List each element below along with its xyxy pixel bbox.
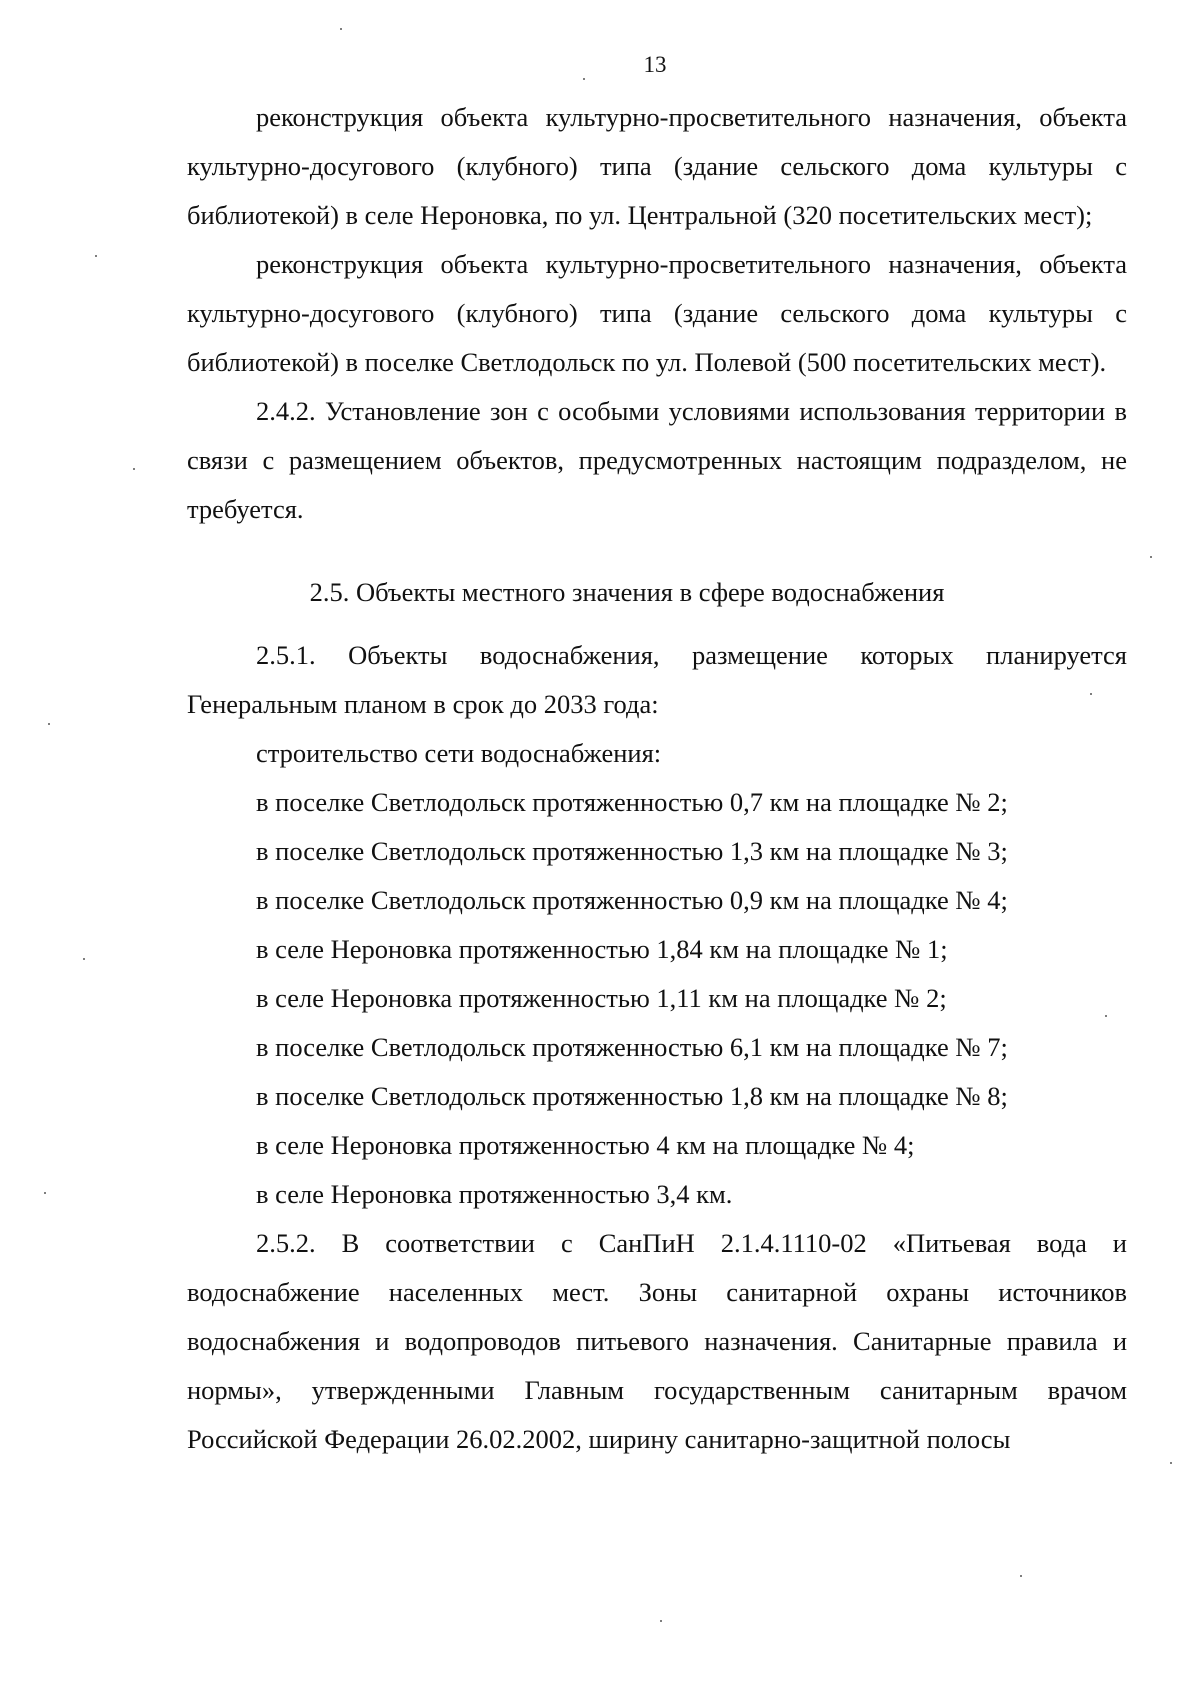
scan-speck bbox=[1105, 1015, 1107, 1017]
scan-speck bbox=[660, 1620, 662, 1622]
list-item: в поселке Светлодольск протяженностью 1,8 км на площадке № 8; bbox=[256, 1081, 1008, 1111]
list-item: в поселке Светлодольск протяженностью 0,9 км на площадке № 4; bbox=[256, 885, 1008, 915]
list-item: в поселке Светлодольск протяженностью 1,3 км на площадке № 3; bbox=[256, 836, 1008, 866]
paragraph-2-5-1: 2.5.1. Объекты водоснабжения, размещение которых планируется Генеральным планом в срок до 2033 года: bbox=[187, 640, 1127, 719]
scan-speck bbox=[1170, 1462, 1172, 1464]
scan-speck bbox=[95, 255, 97, 257]
list-item: в селе Нероновка протяженностью 4 км на площадке № 4; bbox=[256, 1130, 915, 1160]
paragraph-2-5-2: 2.5.2. В соответствии с СанПиН 2.1.4.1110-02 «Питьевая вода и водоснабжение населенных мест. Зоны санитарной охраны источников водоснабжения и водопроводов питьевого назначения. Санитарные правила и нормы», утвержденными Главным государственным санитарным врачом Российской Федерации 26.02.2002, ширину санитарно-защитной полосы bbox=[187, 1228, 1127, 1454]
scan-speck bbox=[583, 78, 585, 80]
scan-speck bbox=[1150, 556, 1152, 558]
list-item: в селе Нероновка протяженностью 1,84 км на площадке № 1; bbox=[256, 934, 948, 964]
scan-speck bbox=[133, 468, 135, 470]
list-item: в поселке Светлодольск протяженностью 0,7 км на площадке № 2; bbox=[256, 787, 1008, 817]
list-item: в селе Нероновка протяженностью 3,4 км. bbox=[256, 1179, 733, 1209]
list-item: строительство сети водоснабжения: bbox=[256, 738, 662, 768]
section-heading-2-5: 2.5. Объекты местного значения в сфере водоснабжения bbox=[309, 577, 945, 607]
list-item: в поселке Светлодольск протяженностью 6,1 км на площадке № 7; bbox=[256, 1032, 1008, 1062]
paragraph-2-4-2: 2.4.2. Установление зон с особыми условиями использования территории в связи с размещением объектов, предусмотренных настоящим подразделом, не требуется. bbox=[187, 396, 1127, 524]
scan-speck bbox=[1090, 693, 1092, 695]
page-content bbox=[187, 93, 1127, 1464]
scan-speck bbox=[340, 28, 342, 30]
scan-speck bbox=[1020, 1575, 1022, 1577]
scan-speck bbox=[83, 958, 85, 960]
paragraph-reconstruction-neronovka: реконструкция объекта культурно-просветительного назначения, объекта культурно-досугового (клубного) типа (здание сельского дома культуры с библиотекой) в селе Нероновка, по ул. Центральной (320 посетительских мест); bbox=[187, 102, 1127, 230]
list-item: в селе Нероновка протяженностью 1,11 км на площадке № 2; bbox=[256, 983, 947, 1013]
water-network-list bbox=[187, 729, 1127, 1219]
page-number: 13 bbox=[643, 52, 667, 77]
paragraph-reconstruction-svetlodolsk: реконструкция объекта культурно-просветительного назначения, объекта культурно-досугового (клубного) типа (здание сельского дома культуры с библиотекой) в поселке Светлодольск по ул. Полевой (500 посетительских мест). bbox=[187, 249, 1127, 377]
scan-speck bbox=[44, 1192, 46, 1194]
scan-speck bbox=[48, 723, 50, 725]
